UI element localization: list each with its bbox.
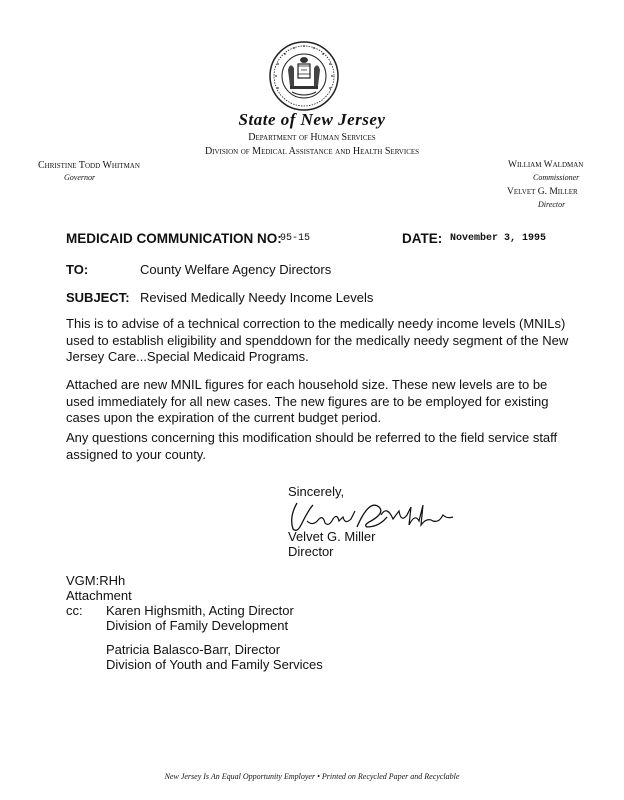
division-name: Division of Medical Assistance and Health Services <box>204 146 420 157</box>
reference-initials: VGM:RHh <box>66 573 126 588</box>
date-label: DATE: <box>402 231 443 246</box>
body-paragraph: Attached are new MNIL figures for each household size. These new levels are to be used immediately for all new cases. The new figures are to be employed for existing cases upon the expiration of the current budget period. <box>66 377 549 425</box>
to-label: TO: <box>66 262 89 277</box>
attachment-note: Attachment <box>66 588 132 603</box>
communication-number: 95-15 <box>280 233 311 244</box>
state-seal-icon <box>268 40 340 112</box>
governor-title: Governor <box>64 173 96 182</box>
commissioner-name: William Waldman <box>508 160 584 170</box>
governor-name: Christine Todd Whitman <box>38 160 140 171</box>
date-value: November 3, 1995 <box>450 233 547 244</box>
body-paragraph: Any questions concerning this modification should be referred to the field service staff assigned to your county. <box>66 430 558 462</box>
to-value: County Welfare Agency Directors <box>140 262 332 277</box>
cc-recipient-name: Patricia Balasco-Barr, Director <box>106 642 281 657</box>
communication-label: MEDICAID COMMUNICATION NO: <box>66 231 282 246</box>
signer-name: Velvet G. Miller <box>288 529 376 544</box>
state-title: State of New Jersey <box>238 110 386 129</box>
body-paragraph: This is to advise of a technical correction to the medically needy income levels (MNILs) used to establish eligibility and spenddown for the medically needy segment of the New Jersey Care...Special Medicaid Programs. <box>66 316 569 364</box>
closing-salutation: Sincerely, <box>288 484 345 499</box>
cc-recipient-org: Division of Youth and Family Services <box>106 657 323 672</box>
department-name: Department of Human Services <box>248 132 376 143</box>
page-footer: New Jersey Is An Equal Opportunity Employer • Printed on Recycled Paper and Recyclable <box>164 772 460 781</box>
director-title: Director <box>538 200 566 209</box>
signer-title: Director <box>288 544 334 559</box>
cc-recipient-name: Karen Highsmith, Acting Director <box>106 603 294 618</box>
cc-label: cc: <box>66 603 83 618</box>
director-name: Velvet G. Miller <box>507 187 578 197</box>
cc-recipient-org: Division of Family Development <box>106 618 289 633</box>
subject-label: SUBJECT: <box>66 290 130 305</box>
subject-value: Revised Medically Needy Income Levels <box>140 290 374 305</box>
commissioner-title: Commissioner <box>533 173 580 182</box>
